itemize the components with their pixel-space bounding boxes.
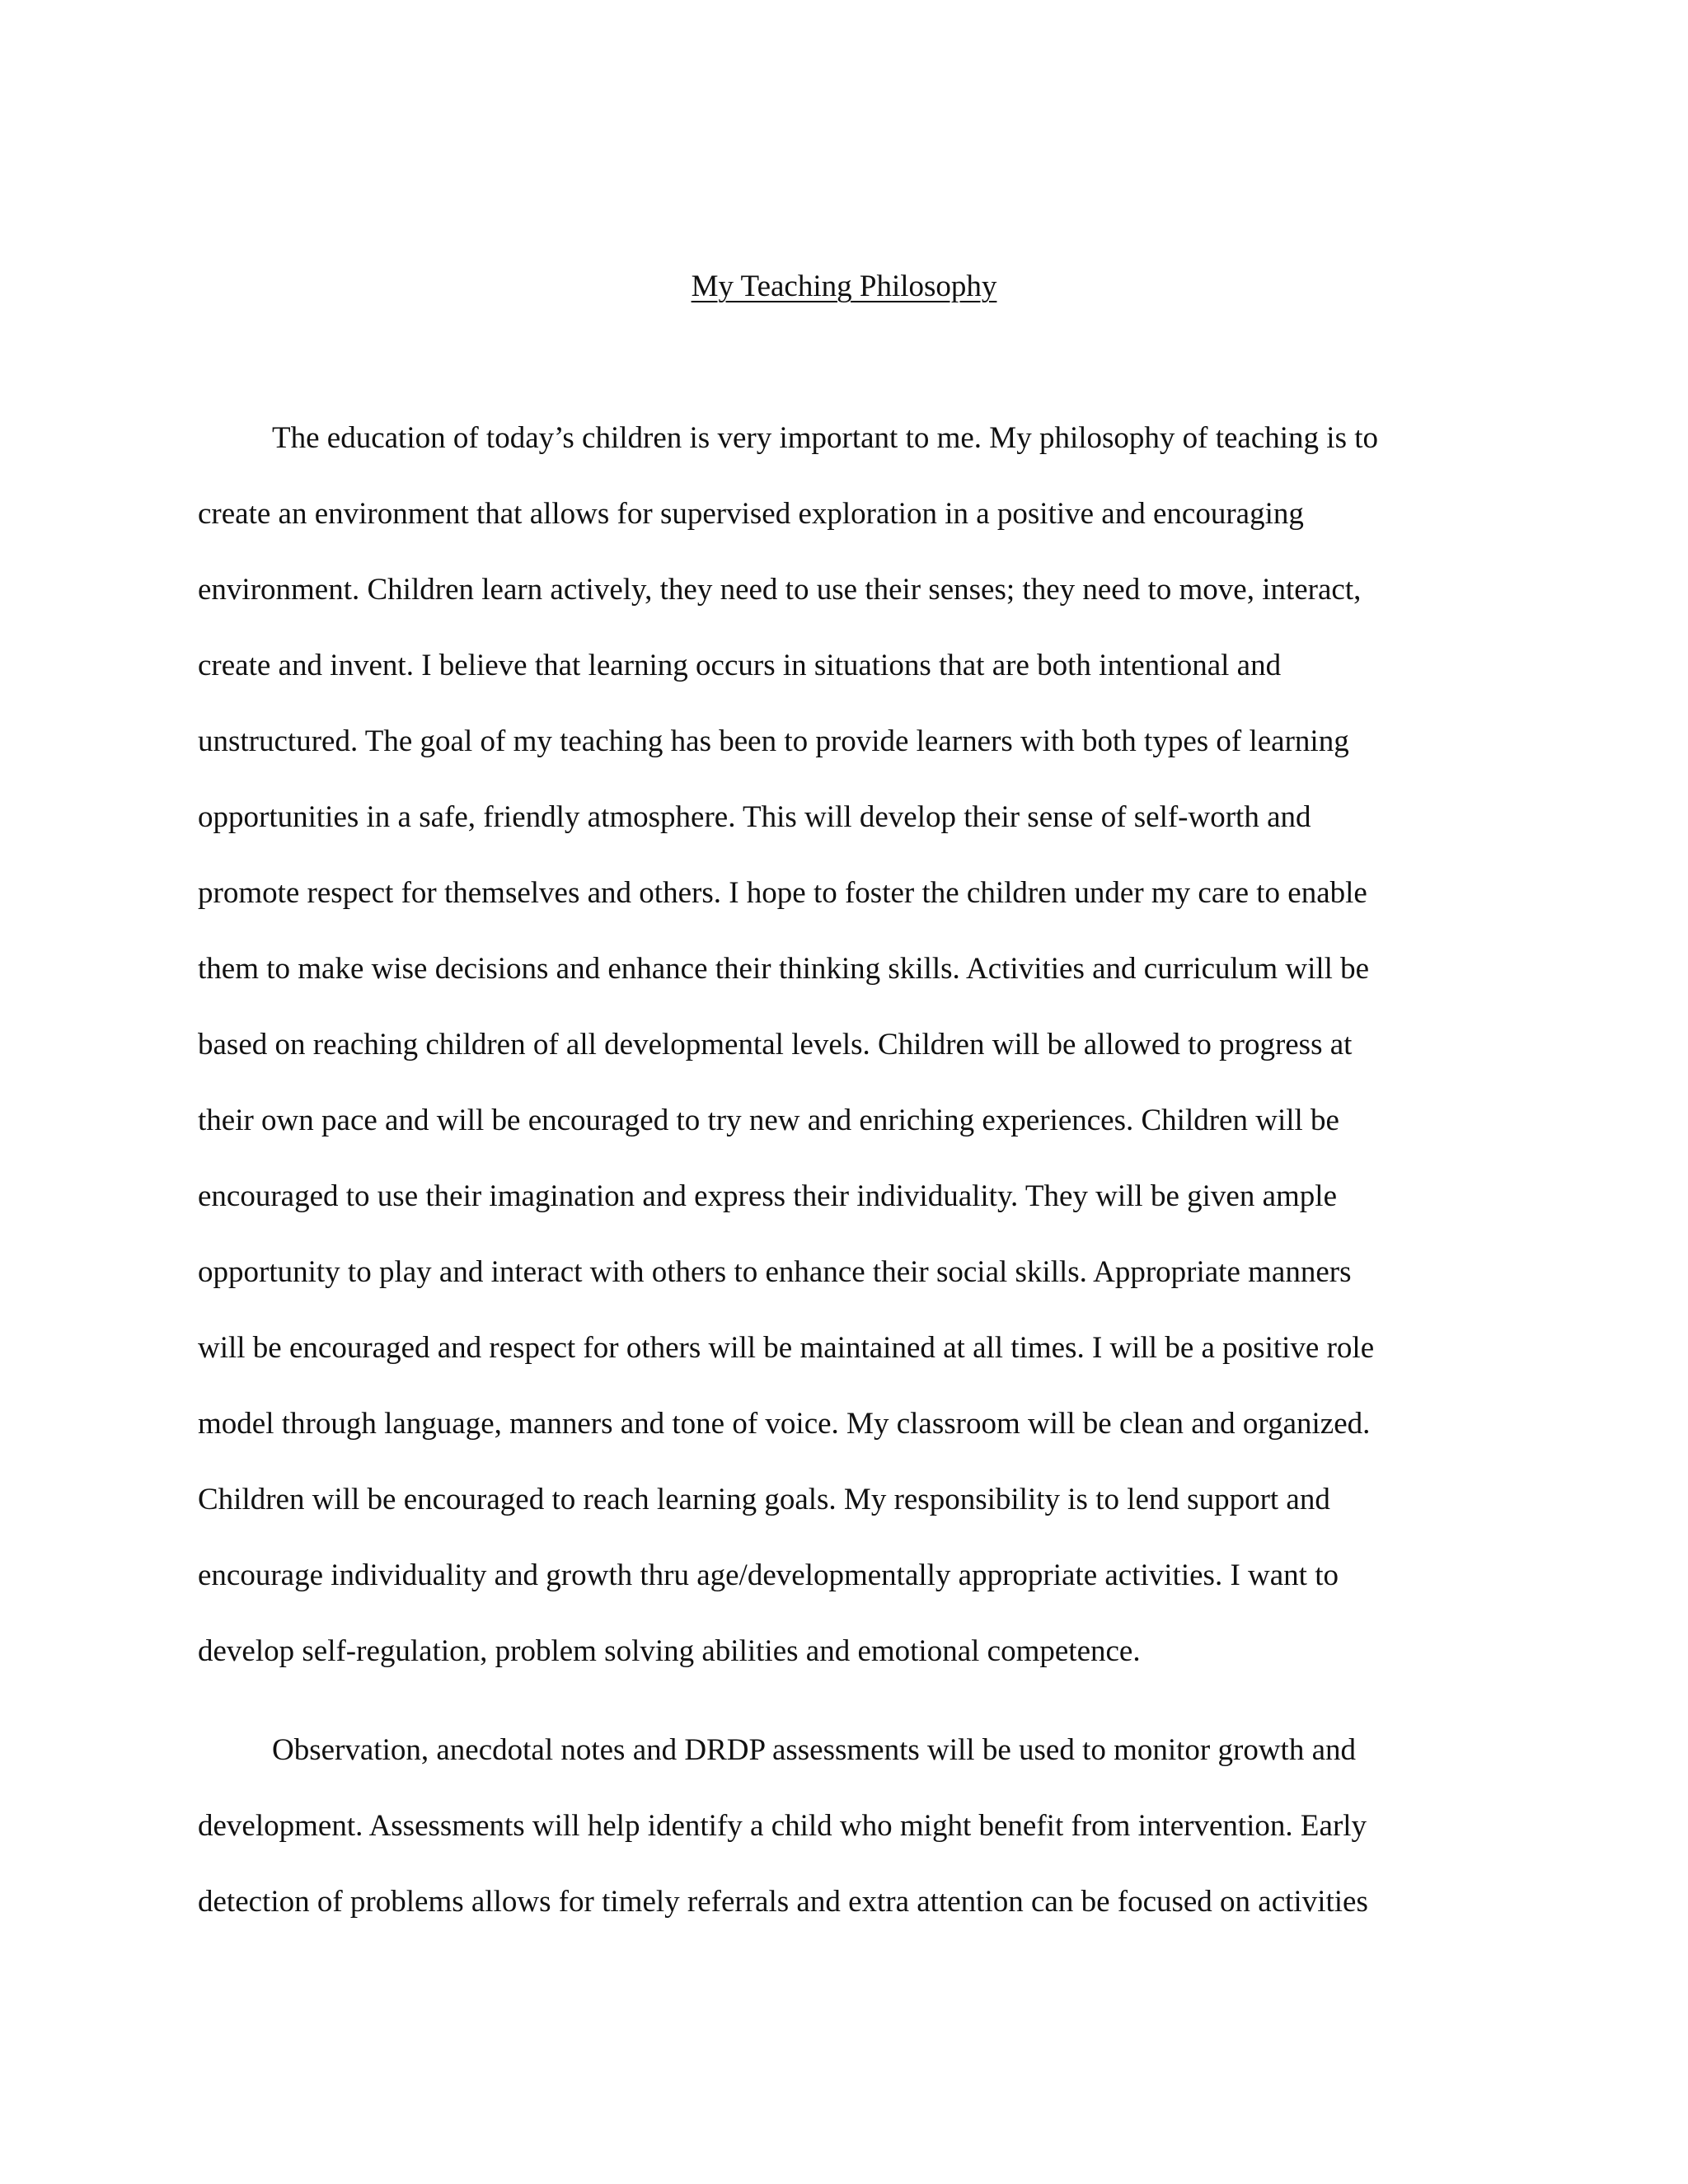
text-line: them to make wise decisions and enhance their thinking skills. Activities and curriculum will be [198, 952, 1370, 986]
text-line: create and invent. I believe that learning occurs in situations that are both intentional and [198, 649, 1282, 682]
text-line: create an environment that allows for supervised exploration in a positive and encouraging [198, 497, 1304, 531]
text-line: their own pace and will be encouraged to try new and enriching experiences. Children will be [198, 1104, 1339, 1137]
paragraph-spacer [198, 1690, 1500, 1713]
text-line: encourage individuality and growth thru age/developmentally appropriate activities. I want to [198, 1558, 1339, 1592]
text-line: based on reaching children of all developmental levels. Children will be allowed to progress at [198, 1028, 1353, 1062]
text-line: environment. Children learn actively, they need to use their senses; they need to move, interact, [198, 573, 1362, 607]
document-body [198, 401, 1500, 1940]
text-line: unstructured. The goal of my teaching has been to provide learners with both types of learning [198, 724, 1349, 758]
page-title: My Teaching Philosophy [691, 269, 997, 303]
text-line: opportunity to play and interact with others to enhance their social skills. Appropriate manners [198, 1255, 1352, 1289]
text-line: development. Assessments will help identify a child who might benefit from intervention. Early [198, 1809, 1367, 1843]
text-line: opportunities in a safe, friendly atmosphere. This will develop their sense of self-worth and [198, 800, 1311, 834]
text-line: Observation, anecdotal notes and DRDP assessments will be used to monitor growth and [272, 1733, 1356, 1767]
text-line: model through language, manners and tone of voice. My classroom will be clean and organized. [198, 1407, 1371, 1441]
text-line: detection of problems allows for timely referrals and extra attention can be focused on activities [198, 1885, 1368, 1919]
text-line: promote respect for themselves and others. I hope to foster the children under my care to enable [198, 876, 1367, 910]
text-line: encouraged to use their imagination and express their individuality. They will be given ample [198, 1179, 1337, 1213]
paragraph-2 [198, 1713, 1500, 1940]
text-line: Children will be encouraged to reach learning goals. My responsibility is to lend support and [198, 1483, 1330, 1516]
text-line: The education of today’s children is very important to me. My philosophy of teaching is to [272, 421, 1379, 455]
text-line: will be encouraged and respect for others will be maintained at all times. I will be a positive role [198, 1331, 1375, 1365]
paragraph-1 [198, 401, 1500, 1690]
text-line: develop self-regulation, problem solving abilities and emotional competence. [198, 1634, 1141, 1668]
